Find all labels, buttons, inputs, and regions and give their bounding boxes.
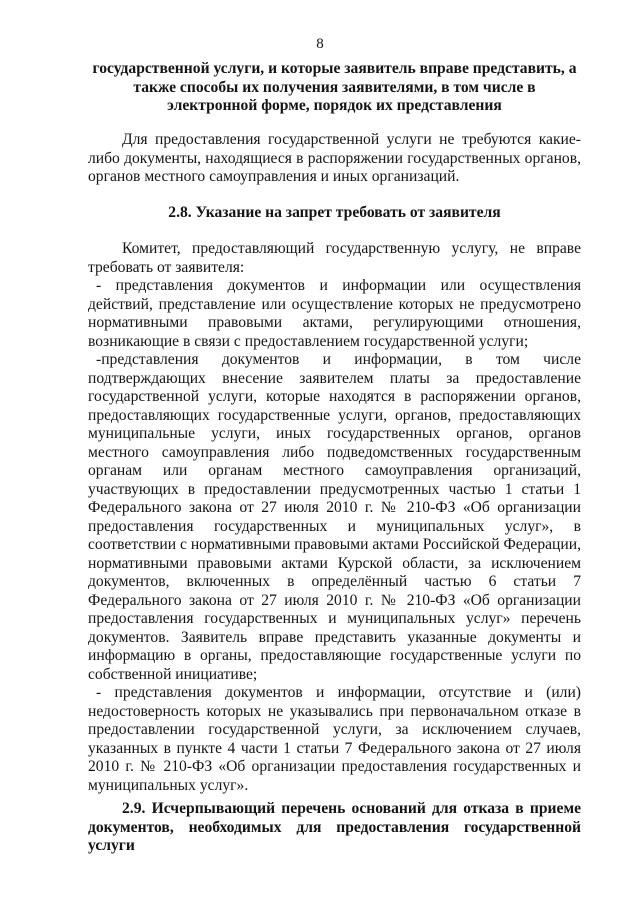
- continued-section-heading-block: [88, 60, 581, 116]
- section-2-9-heading-block: [88, 800, 581, 856]
- page-number: 8: [316, 36, 324, 52]
- section-2-8-lead: Комитет, предоставляющий государственную услугу, не вправе требовать от заявителя:: [88, 240, 581, 276]
- section-2-8-body: [88, 240, 581, 795]
- intro-paragraph: Для предоставления государственной услуги не требуются какие-либо документы, находящиеся в распоряжении государственных органов, органов местного самоуправления и иных организаций.: [88, 131, 581, 185]
- prohibition-item: - представления документов и информации, отсутствие и (или) недостоверность которых не указывались при первоначальном отказе в предоставлении государственной услуги, за исключением случаев, указанных в пункте 4 части 1 статьи 7 Федерального закона от 27 июля 2010 г. № 210-ФЗ «Об организации предоставления государственных и муниципальных услуг».: [88, 684, 581, 794]
- section-2-8-heading: 2.8. Указание на запрет требовать от заявителя: [168, 204, 501, 221]
- section-2-9-heading: 2.9. Исчерпывающий перечень оснований для отказа в приеме документов, необходимых для предоставления государственной услуги: [88, 800, 581, 854]
- prohibition-item: -представления документов и информации, в том числе подтверждающих внесение заявителем платы за предоставление государственной услуги, которые находятся в распоряжении органов, предоставляющих государственные услуги, органов, предоставляющих муниципальные услуги, иных государственных органов, органов местного самоуправления либо подведомственных государственным органам или органам местного самоуправления организаций, участвующих в предоставлении предусмотренных частью 1 статьи 1 Федерального закона от 27 июля 2010 г. № 210-ФЗ «Об организации предоставления государственных и муниципальных услуг», в соответствии с нормативными правовыми актами Российской Федерации, нормативными правовыми актами Курской области, за исключением документов, включенных в определённый частью 6 статьи 7 Федерального закона от 27 июля 2010 г. № 210-ФЗ «Об организации предоставления государственных и муниципальных услуг» перечень документов. Заявитель вправе представить указанные документы и информацию в органы, предоставляющие государственные услуги по собственной инициативе;: [88, 351, 581, 683]
- section-2-8-heading-block: [88, 204, 581, 223]
- prohibition-item: - представления документов и информации или осуществления действий, представление или осуществление которых не предусмотрено нормативными правовыми актами, регулирующими отношения, возникающие в связи с предоставлением государственной услуги;: [88, 277, 581, 350]
- intro-block: [88, 131, 581, 187]
- continued-section-heading: государственной услуги, и которые заявитель вправе представить, а также способы их получения заявителями, в том числе в электронной форме, порядок их представления: [92, 60, 577, 114]
